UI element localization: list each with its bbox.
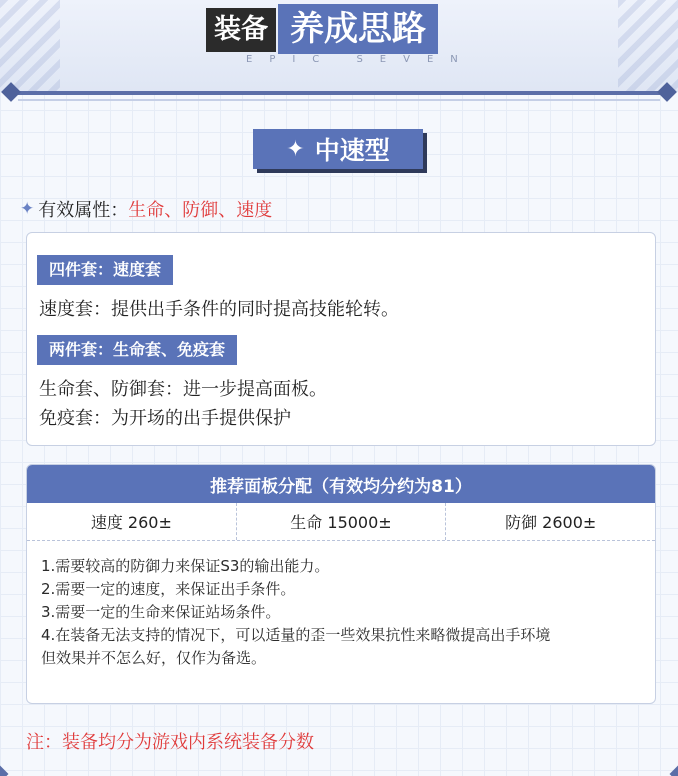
subtitle: EPIC SEVEN <box>246 54 475 65</box>
note-item: 3.需要一定的生命来保证站场条件。 <box>41 603 281 621</box>
stats-row <box>27 503 655 541</box>
header-banner <box>0 0 678 92</box>
stat-hp: 生命 15000± <box>236 503 446 540</box>
title-blue: 养成思路 <box>278 4 438 54</box>
stats-panel <box>26 464 656 704</box>
attributes-label: 有效属性： <box>38 200 129 221</box>
two-set-desc-1: 生命套、防御套：进一步提高面板。 <box>39 379 327 400</box>
header-stripe-left <box>0 0 60 92</box>
footnote: 注：装备均分为游戏内系统装备分数 <box>26 732 314 753</box>
two-set-desc-2: 免疫套：为开场的出手提供保护 <box>39 408 291 429</box>
four-set-desc: 速度套：提供出手条件的同时提高技能轮转。 <box>39 299 399 320</box>
panel-title: 推荐面板分配（有效均分约为81） <box>27 465 655 503</box>
note-item: 但效果并不怎么好，仅作为备选。 <box>41 649 267 667</box>
attributes-value: 生命、防御、速度 <box>128 200 273 221</box>
divider-bar <box>14 91 664 95</box>
divider-inner <box>18 99 660 101</box>
title-dark: 装备 <box>206 8 276 52</box>
page-title <box>206 4 438 50</box>
two-set-tag: 两件套：生命套、免疫套 <box>37 335 237 365</box>
four-set-tag: 四件套：速度套 <box>37 255 173 285</box>
corner-diamond-left <box>0 766 8 776</box>
set-box <box>26 232 656 446</box>
attributes-line <box>20 196 272 222</box>
sparkle-icon: ✦ <box>286 136 305 162</box>
corner-diamond-right <box>670 766 678 776</box>
stat-speed: 速度 260± <box>90 513 172 532</box>
stat-defense: 防御 2600± <box>445 503 655 540</box>
note-item: 2.需要一定的速度，来保证出手条件。 <box>41 580 296 598</box>
note-item: 4.在装备无法支持的情况下，可以适量的歪一些效果抗性来略微提高出手环境 <box>41 626 551 644</box>
section-title-text: 中速型 <box>314 136 390 165</box>
note-item: 1.需要较高的防御力来保证S3的输出能力。 <box>41 557 330 575</box>
header-stripe-right <box>618 0 678 92</box>
sparkle-small-icon: ✦ <box>20 199 35 219</box>
section-title <box>253 129 423 169</box>
notes-list <box>27 541 655 670</box>
